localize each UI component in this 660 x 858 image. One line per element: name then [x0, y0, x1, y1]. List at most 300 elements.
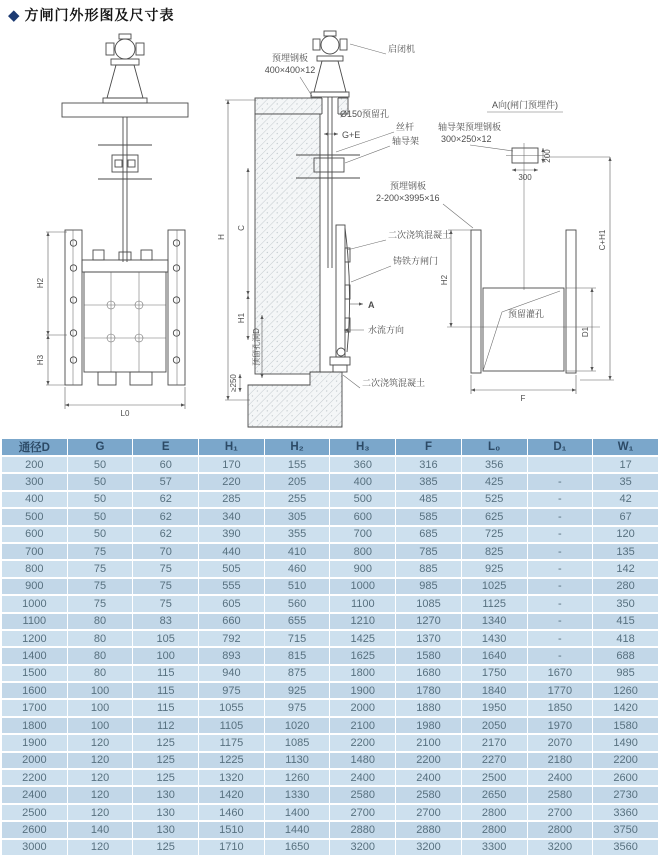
table-cell: 1100	[2, 614, 67, 629]
label-reserved-grout-hole: 预留灌孔	[508, 309, 545, 319]
table-cell: 1400	[265, 805, 330, 820]
table-cell: -	[528, 544, 593, 559]
table-cell: 125	[133, 753, 198, 768]
table-cell: 50	[68, 492, 133, 507]
table-cell: 3750	[593, 822, 658, 837]
table-cell: 120	[68, 753, 133, 768]
table-cell: 112	[133, 718, 198, 733]
front-view-gate-frame	[65, 230, 185, 385]
table-cell: 50	[68, 457, 133, 472]
column-header: W₁	[593, 439, 658, 455]
table-cell: 62	[133, 492, 198, 507]
table-cell: 600	[2, 527, 67, 542]
column-header: H₁	[199, 439, 264, 455]
table-cell: 415	[593, 614, 658, 629]
table-cell: 115	[133, 683, 198, 698]
table-cell: 560	[265, 596, 330, 611]
table-cell: 80	[68, 666, 133, 681]
section-dim-h1: H1	[237, 312, 246, 324]
table-cell: 1085	[396, 596, 461, 611]
table-cell: 1670	[528, 666, 593, 681]
table-cell: 120	[68, 840, 133, 855]
section-dim-reserved-hole-d: 预留孔洞D	[252, 328, 261, 366]
table-cell: 1710	[199, 840, 264, 855]
table-cell: 893	[199, 648, 264, 663]
table-row	[2, 492, 658, 507]
a-view-dim-300: 300	[518, 173, 532, 182]
table-cell: 115	[133, 700, 198, 715]
table-row	[2, 631, 658, 646]
table-row	[2, 457, 658, 472]
table-cell: 2400	[330, 770, 395, 785]
table-cell: 1000	[2, 596, 67, 611]
table-cell: 485	[396, 492, 461, 507]
front-dim-h2: H2	[36, 277, 45, 289]
table-cell: 2180	[528, 753, 593, 768]
label-shaft-guide: 轴导架	[392, 136, 420, 146]
table-cell: -	[528, 561, 593, 576]
table-cell: 1000	[330, 579, 395, 594]
table-cell: 1420	[199, 787, 264, 802]
column-header: F	[396, 439, 461, 455]
table-cell: 925	[462, 561, 527, 576]
table-cell: 2200	[396, 753, 461, 768]
table-row	[2, 700, 658, 715]
column-header: H₃	[330, 439, 395, 455]
table-cell: 1500	[2, 666, 67, 681]
table-cell: -	[528, 631, 593, 646]
table-cell: 1025	[462, 579, 527, 594]
label-secondary-concrete-bottom: 二次浇筑混凝土	[362, 378, 426, 388]
table-cell: 385	[396, 474, 461, 489]
table-cell: 2580	[528, 787, 593, 802]
table-cell: 700	[330, 527, 395, 542]
table-cell: 1210	[330, 614, 395, 629]
table-cell: 1260	[593, 683, 658, 698]
table-cell: 255	[265, 492, 330, 507]
front-view-stem	[123, 117, 127, 262]
front-view-platform	[62, 103, 188, 117]
table-row	[2, 579, 658, 594]
table-cell: 3360	[593, 805, 658, 820]
table-cell: 625	[462, 509, 527, 524]
column-header: 通径D	[2, 439, 67, 455]
table-cell: 785	[396, 544, 461, 559]
table-cell: 685	[396, 527, 461, 542]
table-cell: 1055	[199, 700, 264, 715]
table-cell: 1880	[396, 700, 461, 715]
table-cell: 400	[330, 474, 395, 489]
table-cell: 280	[593, 579, 658, 594]
table-cell: 140	[68, 822, 133, 837]
table-cell: 1100	[330, 596, 395, 611]
table-row	[2, 666, 658, 681]
table-row	[2, 840, 658, 855]
table-cell: 1900	[330, 683, 395, 698]
table-cell: 1800	[2, 718, 67, 733]
table-cell: 1125	[462, 596, 527, 611]
table-cell: 2200	[593, 753, 658, 768]
a-view-dim-h2: H2	[440, 274, 449, 286]
label-embedded-plate-2-size: 2-200×3995×16	[376, 193, 440, 203]
section-concrete-floor	[248, 372, 342, 427]
a-view-guide-plate-rect	[506, 143, 544, 290]
table-cell: 418	[593, 631, 658, 646]
table-cell: 2800	[528, 822, 593, 837]
label-cast-iron-gate: 铸铁方闸门	[393, 256, 439, 266]
table-cell: 2580	[330, 787, 395, 802]
table-row	[2, 614, 658, 629]
table-cell: 1440	[265, 822, 330, 837]
table-cell: 875	[265, 666, 330, 681]
table-cell: 500	[330, 492, 395, 507]
table-row	[2, 509, 658, 524]
column-header: L₀	[462, 439, 527, 455]
label-screw-rod: 丝杆	[396, 122, 415, 132]
table-cell: -	[528, 648, 593, 663]
label-embedded-plate-2: 预埋钢板	[390, 181, 427, 191]
table-cell: 2700	[330, 805, 395, 820]
table-cell: 688	[593, 648, 658, 663]
table-cell: 1490	[593, 735, 658, 750]
label-hoist: 启闭机	[388, 44, 416, 54]
table-cell: 1225	[199, 753, 264, 768]
table-row	[2, 683, 658, 698]
table-cell: 1320	[199, 770, 264, 785]
table-cell: 1980	[396, 718, 461, 733]
table-cell: 2100	[330, 718, 395, 733]
a-view-dim-c-plus-h1: C+H1	[598, 229, 607, 251]
table-cell: 985	[396, 579, 461, 594]
section-gate-plate	[330, 225, 350, 372]
table-cell: 1085	[265, 735, 330, 750]
table-cell: 2700	[396, 805, 461, 820]
a-view-dim-200: 200	[543, 149, 552, 163]
label-reserved-hole-150: Ø150预留孔	[340, 109, 390, 119]
table-cell: 75	[68, 596, 133, 611]
table-cell: 1420	[593, 700, 658, 715]
table-cell: 660	[199, 614, 264, 629]
table-cell: 1270	[396, 614, 461, 629]
table-cell: 100	[133, 648, 198, 663]
table-cell: 70	[133, 544, 198, 559]
table-cell: 1175	[199, 735, 264, 750]
table-row	[2, 474, 658, 489]
table-cell: 975	[199, 683, 264, 698]
table-cell: 17	[593, 457, 658, 472]
section-concrete-wall	[255, 114, 320, 374]
table-cell: 1625	[330, 648, 395, 663]
table-cell: 142	[593, 561, 658, 576]
table-cell: 2100	[396, 735, 461, 750]
table-cell: 975	[265, 700, 330, 715]
table-cell: 285	[199, 492, 264, 507]
table-cell: 2600	[2, 822, 67, 837]
table-cell: 62	[133, 509, 198, 524]
table-cell: 125	[133, 735, 198, 750]
table-cell: 555	[199, 579, 264, 594]
table-cell: 900	[330, 561, 395, 576]
table-cell: 655	[265, 614, 330, 629]
table-cell: 170	[199, 457, 264, 472]
table-cell: 305	[265, 509, 330, 524]
table-cell: -	[528, 492, 593, 507]
table-cell: 2050	[462, 718, 527, 733]
front-view-gate-panel	[84, 272, 166, 385]
table-cell: 130	[133, 822, 198, 837]
section-screw-stem	[328, 97, 332, 268]
table-cell: 1400	[2, 648, 67, 663]
table-cell: 1950	[462, 700, 527, 715]
table-cell: 510	[265, 579, 330, 594]
table-cell: 75	[133, 561, 198, 576]
table-cell: 120	[68, 787, 133, 802]
table-cell: 2800	[462, 805, 527, 820]
table-cell: 75	[133, 579, 198, 594]
table-cell: -	[528, 527, 593, 542]
table-cell: 2170	[462, 735, 527, 750]
section-view-drawing	[217, 31, 451, 427]
table-cell: 715	[265, 631, 330, 646]
table-cell: 1200	[2, 631, 67, 646]
label-embedded-plate: 预埋钢板	[271, 53, 309, 63]
table-cell: 460	[265, 561, 330, 576]
table-cell: -	[528, 509, 593, 524]
a-view-left-channel	[471, 230, 481, 373]
front-dim-h3: H3	[36, 354, 45, 366]
table-header-row	[2, 439, 658, 455]
a-view-dim-d1: D1	[581, 326, 590, 338]
table-cell: 985	[593, 666, 658, 681]
table-row	[2, 753, 658, 768]
table-cell: 1970	[528, 718, 593, 733]
table-cell: -	[528, 614, 593, 629]
label-g-plus-e: G+E	[342, 130, 361, 140]
table-cell: 2200	[330, 735, 395, 750]
table-cell: 585	[396, 509, 461, 524]
table-cell: 600	[330, 509, 395, 524]
table-cell: 2500	[2, 805, 67, 820]
table-body	[2, 457, 658, 855]
table-cell: 50	[68, 474, 133, 489]
table-cell: 792	[199, 631, 264, 646]
table-cell: 1020	[265, 718, 330, 733]
front-view-guide-bracket	[98, 145, 152, 179]
diamond-bullet-icon: ◆	[8, 6, 20, 24]
column-header: G	[68, 439, 133, 455]
table-cell: 350	[593, 596, 658, 611]
section-dim-c: C	[237, 225, 246, 231]
label-section-a-mark: A	[368, 300, 375, 310]
label-secondary-concrete: 二次浇筑混凝土	[388, 230, 452, 240]
table-cell: 400	[2, 492, 67, 507]
table-cell: 1750	[462, 666, 527, 681]
a-view-title: A向(闸门预埋件)	[492, 100, 558, 110]
table-cell: 1640	[462, 648, 527, 663]
table-cell: 1850	[528, 700, 593, 715]
table-cell: 1600	[2, 683, 67, 698]
table-cell: 1480	[330, 753, 395, 768]
table-cell: 1425	[330, 631, 395, 646]
table-row	[2, 648, 658, 663]
front-dim-l0: L0	[120, 409, 130, 418]
table-cell: 316	[396, 457, 461, 472]
dimension-table	[1, 437, 659, 857]
table-cell: -	[528, 596, 593, 611]
front-view-drawing	[36, 34, 188, 418]
table-cell: -	[528, 474, 593, 489]
table-cell: 135	[593, 544, 658, 559]
table-row	[2, 544, 658, 559]
section-hoist	[311, 31, 349, 97]
column-header: E	[133, 439, 198, 455]
table-cell: 356	[462, 457, 527, 472]
table-cell: 2200	[2, 770, 67, 785]
label-guide-embedded-plate: 轴导架预埋钢板	[438, 122, 502, 132]
table-cell: 2400	[528, 770, 593, 785]
table-cell: 2000	[330, 700, 395, 715]
label-guide-embedded-plate-size: 300×250×12	[441, 134, 492, 144]
table-cell: 35	[593, 474, 658, 489]
table-cell: 1700	[2, 700, 67, 715]
table-cell: 60	[133, 457, 198, 472]
table-cell: 50	[68, 509, 133, 524]
table-cell: 525	[462, 492, 527, 507]
table-cell: 2270	[462, 753, 527, 768]
table-cell: 3000	[2, 840, 67, 855]
table-cell: 3300	[462, 840, 527, 855]
table-cell: 42	[593, 492, 658, 507]
table-cell: 2880	[396, 822, 461, 837]
table-cell: 500	[2, 509, 67, 524]
table-cell: 800	[330, 544, 395, 559]
table-cell: 1680	[396, 666, 461, 681]
table-cell: 130	[133, 805, 198, 820]
table-cell: 2400	[2, 787, 67, 802]
table-row	[2, 735, 658, 750]
table-cell: 130	[133, 787, 198, 802]
table-cell: 340	[199, 509, 264, 524]
table-cell: 2070	[528, 735, 593, 750]
table-cell: 940	[199, 666, 264, 681]
table-cell: 75	[68, 544, 133, 559]
table-cell: 120	[68, 735, 133, 750]
table-cell: 3200	[528, 840, 593, 855]
table-cell: 2400	[396, 770, 461, 785]
table-cell: 100	[68, 700, 133, 715]
table-cell: 62	[133, 527, 198, 542]
table-row	[2, 805, 658, 820]
table-cell: 1840	[462, 683, 527, 698]
table-cell: 2800	[462, 822, 527, 837]
table-row	[2, 822, 658, 837]
table-cell: 2500	[462, 770, 527, 785]
table-cell: 100	[68, 683, 133, 698]
table-cell: 3200	[396, 840, 461, 855]
table-cell: 2000	[2, 753, 67, 768]
table-cell: 125	[133, 840, 198, 855]
table-cell: 120	[593, 527, 658, 542]
a-view-dim-f: F	[520, 394, 526, 403]
table-cell: 80	[68, 648, 133, 663]
table-cell: 410	[265, 544, 330, 559]
a-view-right-channel	[566, 230, 576, 373]
table-cell: 115	[133, 666, 198, 681]
column-header: H₂	[265, 439, 330, 455]
section-dim-h: H	[217, 234, 226, 240]
table-cell: 355	[265, 527, 330, 542]
table-cell: 50	[68, 527, 133, 542]
table-cell: 1340	[462, 614, 527, 629]
table-cell: 800	[2, 561, 67, 576]
table-cell: 2650	[462, 787, 527, 802]
table-cell: 700	[2, 544, 67, 559]
table-cell: 1330	[265, 787, 330, 802]
label-flow-direction: 水流方向	[368, 325, 405, 335]
table-cell: 605	[199, 596, 264, 611]
table-cell: 1510	[199, 822, 264, 837]
table-cell: 125	[133, 770, 198, 785]
front-view-hoist	[103, 34, 147, 103]
table-cell: 2580	[396, 787, 461, 802]
table-cell: 1105	[199, 718, 264, 733]
table-cell: 2600	[593, 770, 658, 785]
table-cell: 1800	[330, 666, 395, 681]
table-cell: 825	[462, 544, 527, 559]
table-cell	[528, 457, 593, 472]
table-cell: 725	[462, 527, 527, 542]
table-cell: 900	[2, 579, 67, 594]
table-cell: 1580	[593, 718, 658, 733]
a-view-grout-panel	[483, 288, 564, 371]
table-cell: 120	[68, 805, 133, 820]
table-cell: 80	[68, 614, 133, 629]
table-cell: 200	[2, 457, 67, 472]
table-cell: 205	[265, 474, 330, 489]
table-row	[2, 718, 658, 733]
table-row	[2, 770, 658, 785]
table-cell: 2730	[593, 787, 658, 802]
table-cell: 1430	[462, 631, 527, 646]
table-cell: 220	[199, 474, 264, 489]
table-cell: 100	[68, 718, 133, 733]
a-view-dimensions	[440, 157, 614, 403]
table-cell: 75	[68, 579, 133, 594]
table-cell: 390	[199, 527, 264, 542]
section-dim-min250: ≥250	[229, 374, 238, 392]
table-cell: 80	[68, 631, 133, 646]
table-cell: 120	[68, 770, 133, 785]
column-header: D₁	[528, 439, 593, 455]
table-cell: 440	[199, 544, 264, 559]
table-cell: 2880	[330, 822, 395, 837]
table-row	[2, 527, 658, 542]
label-embedded-plate-size: 400×400×12	[264, 65, 316, 75]
table-cell: 1900	[2, 735, 67, 750]
table-cell: 1580	[396, 648, 461, 663]
table-cell: 1460	[199, 805, 264, 820]
table-row	[2, 787, 658, 802]
table-cell: 1370	[396, 631, 461, 646]
table-cell: 2700	[528, 805, 593, 820]
page-title	[8, 5, 175, 25]
table-cell: 300	[2, 474, 67, 489]
table-cell: 3200	[330, 840, 395, 855]
table-cell: 1780	[396, 683, 461, 698]
table-cell: 105	[133, 631, 198, 646]
table-cell: 155	[265, 457, 330, 472]
table-cell: -	[528, 579, 593, 594]
